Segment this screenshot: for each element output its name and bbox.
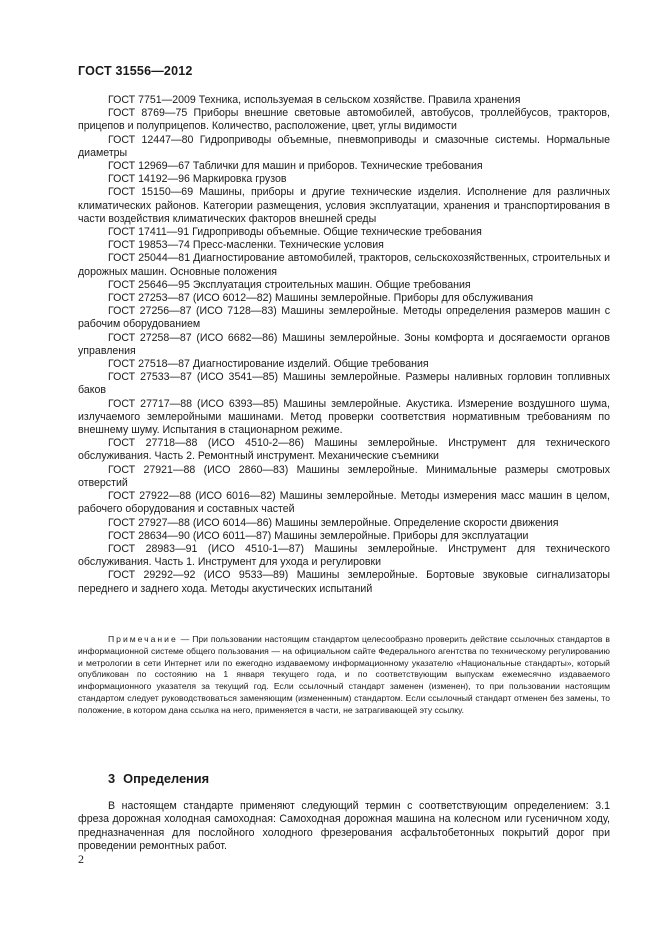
reference-item: ГОСТ 19853—74 Пресс-масленки. Технические условия — [108, 239, 384, 252]
section-title: Определения — [123, 771, 210, 786]
reference-item: ГОСТ 17411—91 Гидроприводы объемные. Общие технические требования — [108, 226, 482, 239]
note-paragraph — [78, 634, 610, 717]
reference-item: ГОСТ 12447—80 Гидроприводы объемные, пневмоприводы и смазочные системы. Нормальные диаметры — [78, 133, 610, 159]
reference-item: ГОСТ 25646—95 Эксплуатация строительных машин. Общие требования — [108, 278, 471, 291]
normative-references-list — [78, 94, 610, 596]
definition-paragraph: В настоящем стандарте применяют следующий термин с соответствующим определением: 3.1 фреза дорожная холодная самоходная: Самоходная дорожная машина на колесном или гусеничном ходу, предназначенная для послойного холодного фрезерования асфальтобетонных покрытий дорог при проведении ремонтных работ. — [78, 800, 610, 853]
reference-item: ГОСТ 27256—87 (ИСО 7128—83) Машины землеройные. Методы определения размеров машин с рабочим оборудованием — [78, 305, 610, 331]
reference-item: ГОСТ 14192—96 Маркировка грузов — [108, 173, 287, 186]
reference-item: ГОСТ 28634—90 (ИСО 6011—87) Машины землеройные. Приборы для эксплуатации — [108, 529, 529, 542]
reference-item: ГОСТ 27533—87 (ИСО 3541—85) Машины землеройные. Размеры наливных горловин топливных баков — [78, 371, 610, 397]
section-number: 3 — [108, 771, 116, 786]
reference-item: ГОСТ 27927—88 (ИСО 6014—86) Машины землеройные. Определение скорости движения — [108, 516, 559, 529]
reference-item: ГОСТ 27717—88 (ИСО 6393—85) Машины землеройные. Акустика. Измерение воздушного шума, излучаемого землеройными машинами. Метод проверки соответствия нормативным требованиям по внешнему шуму. Испытания в стационарном режиме. — [78, 397, 610, 437]
reference-item: ГОСТ 27253—87 (ИСО 6012—82) Машины землеройные. Приборы для обслуживания — [108, 292, 534, 305]
reference-item: ГОСТ 27921—88 (ИСО 2860—83) Машины землеройные. Минимальные размеры смотровых отверстий — [78, 463, 610, 489]
section-heading — [108, 771, 209, 786]
reference-item: ГОСТ 27518—87 Диагностирование изделий. Общие требования — [108, 358, 429, 371]
standard-code-header: ГОСТ 31556—2012 — [78, 64, 193, 78]
reference-item: ГОСТ 27258—87 (ИСО 6682—86) Машины землеройные. Зоны комфорта и досягаемости органов управления — [78, 331, 610, 357]
reference-item: ГОСТ 25044—81 Диагностирование автомобилей, тракторов, сельскохозяйственных, строительных и дорожных машин. Основные положения — [78, 252, 610, 278]
reference-item: ГОСТ 27718—88 (ИСО 4510-2—86) Машины землеройные. Инструмент для технического обслуживания. Часть 2. Ремонтный инструмент. Механические съемники — [78, 437, 610, 463]
reference-item: ГОСТ 29292—92 (ИСО 9533—89) Машины землеройные. Бортовые звуковые сигнализаторы переднего и заднего хода. Методы акустических испытаний — [78, 569, 610, 595]
reference-item: ГОСТ 7751—2009 Техника, используемая в сельском хозяйстве. Правила хранения — [108, 94, 521, 106]
reference-item: ГОСТ 15150—69 Машины, приборы и другие технические изделия. Исполнение для различных климатических районов. Категории размещения, условия эксплуатации, хранения и транспортирования в части воздействия климатических факторов внешней среды — [78, 186, 610, 225]
page-number: 2 — [78, 852, 84, 866]
reference-item: ГОСТ 8769—75 Приборы внешние световые автомобилей, автобусов, троллейбусов, тракторов, прицепов и полуприцепов. Количество, расположение, цвет, углы видимости — [78, 107, 610, 133]
reference-item: ГОСТ 28983—91 (ИСО 4510-1—87) Машины землеройные. Инструмент для технического обслуживания. Часть 1. Инструмент для ухода и регулировки — [78, 542, 610, 569]
note-label: Примечание — [108, 634, 178, 644]
reference-item: ГОСТ 12969—67 Таблички для машин и приборов. Технические требования — [108, 160, 483, 173]
reference-item: ГОСТ 27922—88 (ИСО 6016—82) Машины землеройные. Методы измерения масс машин в целом, рабочего оборудования и составных частей — [78, 490, 610, 516]
note-text: — При пользовании настоящим стандартом целесообразно проверить действие ссылочных стандартов в информационной системе общего пользования — на официальном сайте Федерального агентства по техническому регулированию и метрологии в сети Интернет или по ежегодно издаваемому информационному указателю «Национальные стандарты», который опубликован по состоянию на 1 января текущего года, и по соответствующим выпускам ежемесячно издаваемого информационного указателя за текущий год. Если ссылочный стандарт заменен (изменен), то при пользовании настоящим стандартом следует руководствоваться заменяющим (измененным) стандартом. Если ссылочный стандарт отменен без замены, то положение, в котором дана ссылка на него, применяется в части, не затрагивающей эту ссылку. — [78, 634, 610, 715]
